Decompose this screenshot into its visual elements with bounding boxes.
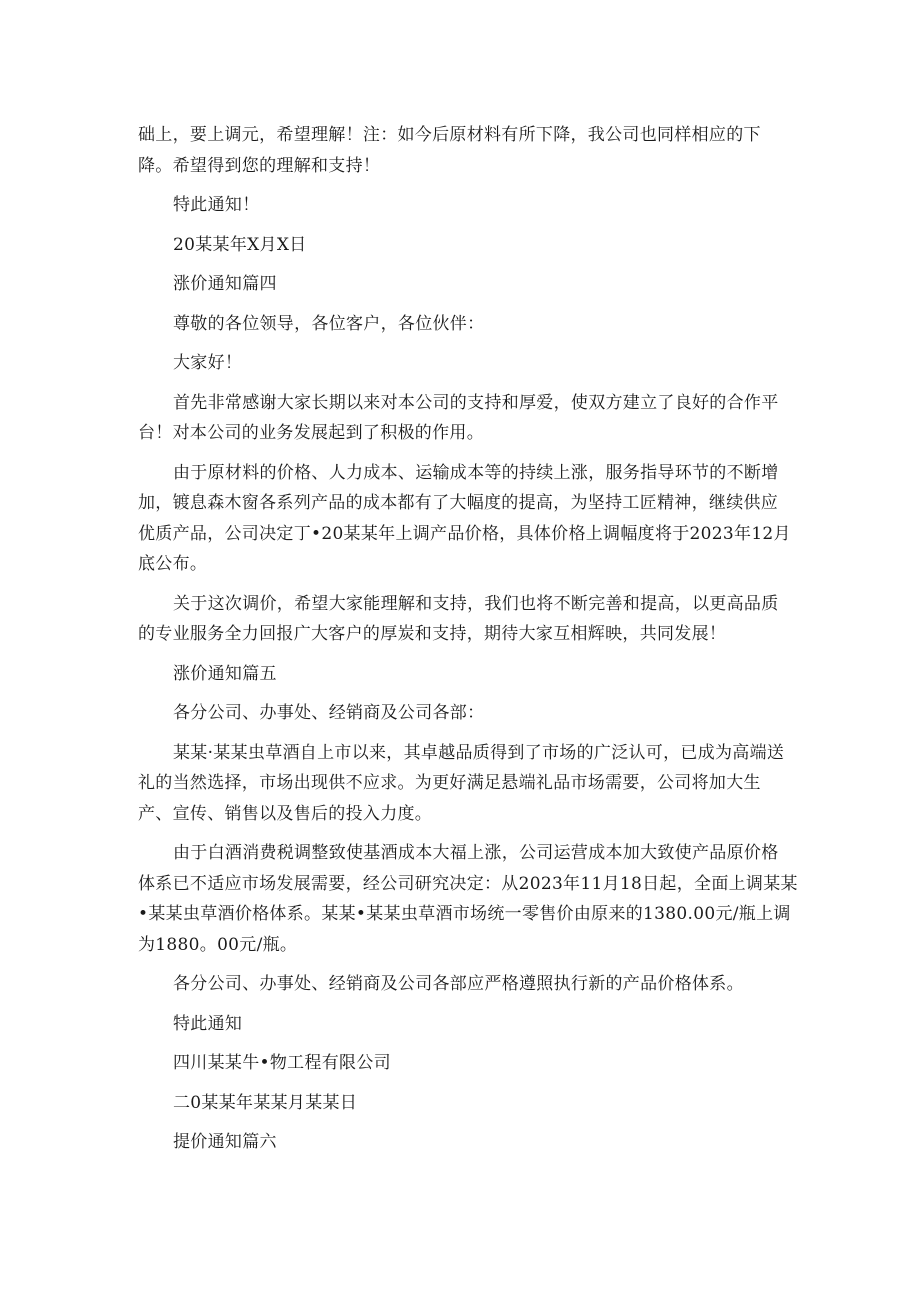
text-line: 降。希望得到您的理解和支持！ bbox=[138, 155, 381, 176]
text-line: 优质产品，公司决定丁•20某某年上调产品价格，具体价格上调幅度将于2023年12月 bbox=[138, 523, 791, 544]
text-line: 由于原材料的价格、人力成本、运输成本等的持续上涨，服务指导环节的不断增 bbox=[173, 462, 779, 483]
text-line: 提价通知篇六 bbox=[173, 1132, 277, 1152]
text-line: 特此通知！ bbox=[173, 195, 260, 215]
text-line: 各分公司、办事处、经销商及公司各部： bbox=[173, 703, 485, 723]
text-line: 各分公司、办事处、经销商及公司各部应严格遵照执行新的产品价格体系。 bbox=[173, 974, 744, 994]
document-body bbox=[138, 120, 798, 1158]
text-line: 础上，要上调元，希望理解！注：如今后原材料有所下降，我公司也同样相应的下 bbox=[138, 125, 761, 145]
text-line: •某某虫草酒价格体系。某某•某某虫草酒市场统一零售价由原来的1380.00元/瓶上调 bbox=[138, 904, 791, 924]
text-line: 底公布。 bbox=[138, 554, 208, 574]
text-line: 某某·某某虫草酒自上市以来，其卓越品质得到了市场的广泛认可，已成为高端送 bbox=[173, 742, 785, 763]
text-line: 二0某某年某某月某某日 bbox=[173, 1092, 358, 1113]
text-line: 产、宣传、销售以及售后的投入力度。 bbox=[138, 803, 433, 824]
text-line: 首先非常感谢大家长期以来对本公司的支持和厚爱，使双方建立了良好的合作平 bbox=[173, 392, 779, 413]
text-line: 台！对本公司的业务发展起到了积极的作用。 bbox=[138, 423, 484, 443]
text-line: 的专业服务全力回报广大客户的厚炭和支持，期待大家互相辉映，共同发展！ bbox=[138, 624, 727, 644]
text-line: 关于这次调价，希望大家能理解和支持，我们也将不断完善和提高，以更高品质 bbox=[173, 593, 779, 614]
text-line: 由于白酒消费税调整致使基酒成本大福上涨，公司运营成本加大致使产品原价格 bbox=[173, 843, 779, 863]
text-line: 涨价通知篇四 bbox=[173, 274, 277, 294]
text-line: 尊敬的各位领导，各位客户，各位伙伴： bbox=[173, 313, 485, 334]
text-line: 加，镀息森木窗各系列产品的成本都有了大幅度的提高，为坚持工匠精神，继续供应 bbox=[138, 493, 779, 513]
text-line: 涨价通知篇五 bbox=[173, 663, 277, 684]
text-line: 20某某年X月X日 bbox=[173, 234, 307, 255]
text-line: 特此通知 bbox=[173, 1013, 243, 1034]
text-line: 为1880。00元/瓶。 bbox=[138, 934, 298, 955]
text-line: 体系已不适应市场发展需要，经公司研究决定：从2023年11月18日起，全面上调某某 bbox=[138, 873, 798, 894]
text-line: 大家好！ bbox=[173, 353, 243, 373]
text-line: 四川某某牛•物工程有限公司 bbox=[173, 1053, 391, 1073]
text-line: 礼的当然选择，市场出现供不应求。为更好满足悬端礼品市场需要，公司将加大生 bbox=[138, 773, 761, 793]
